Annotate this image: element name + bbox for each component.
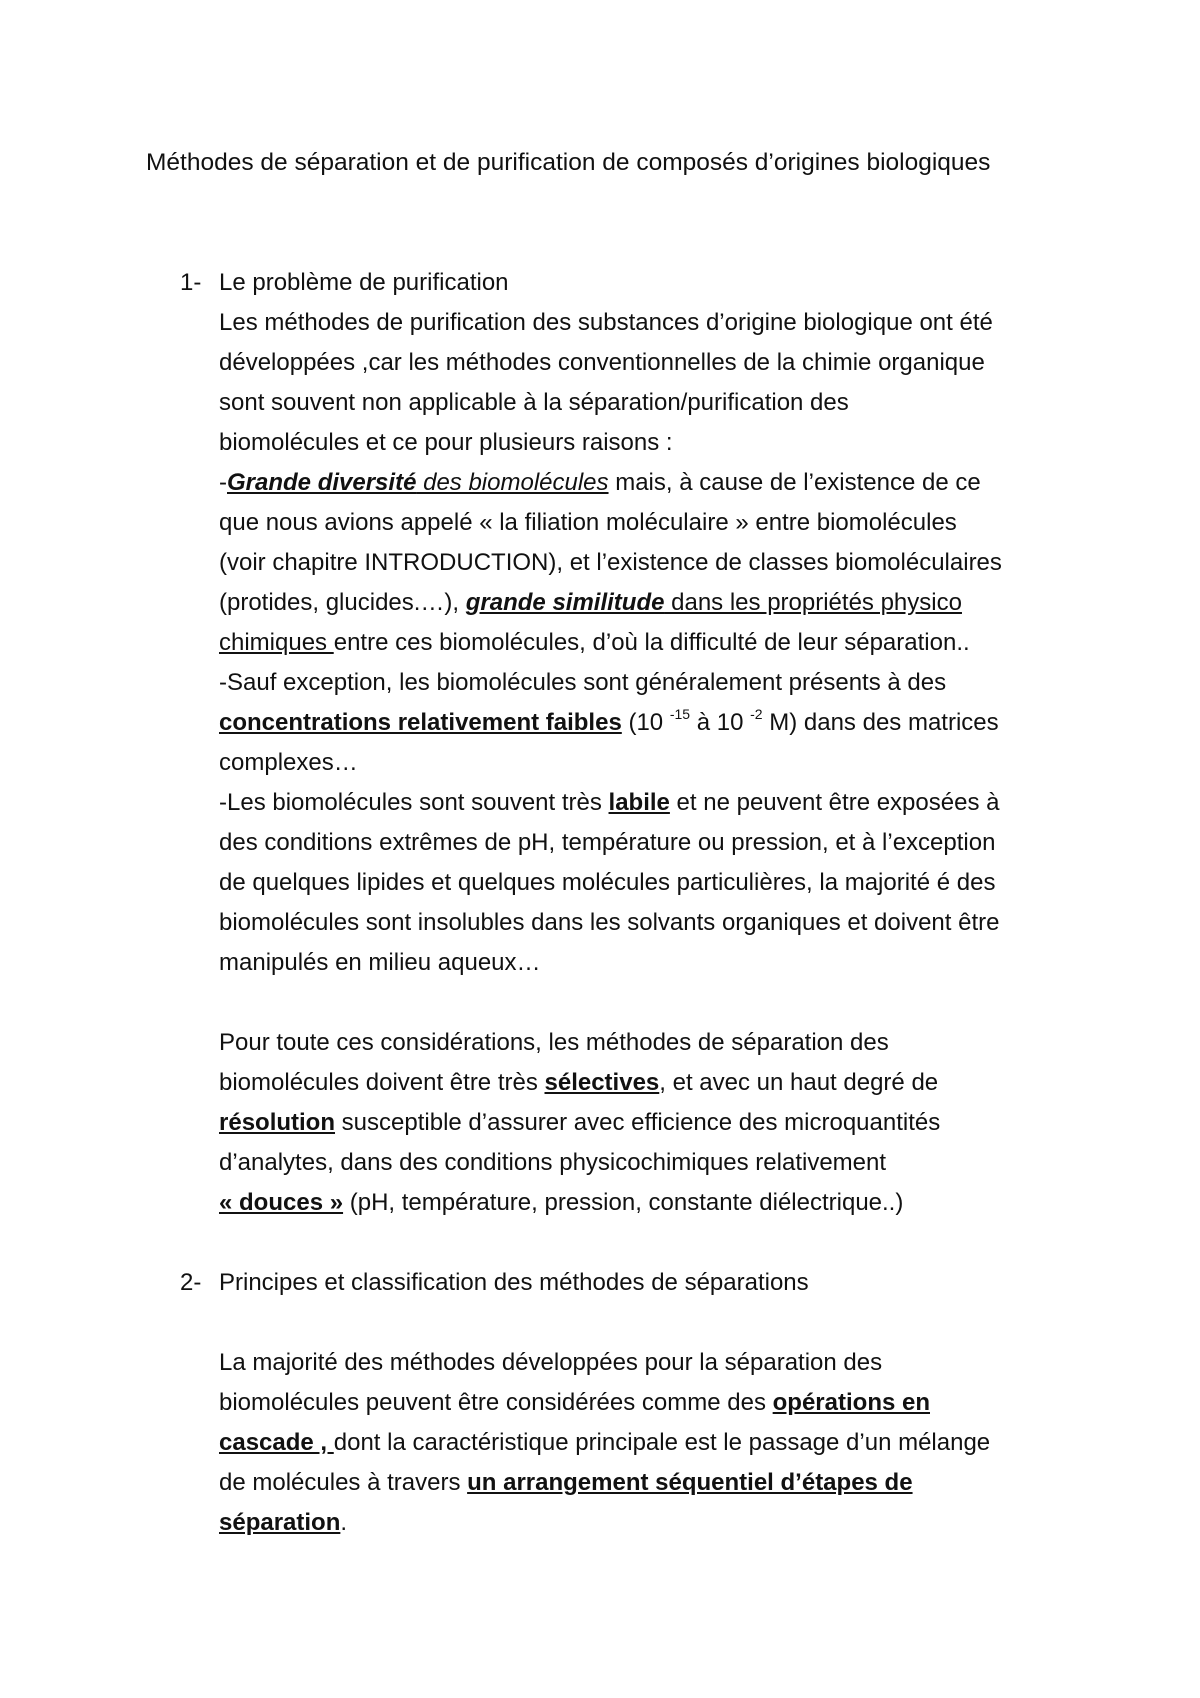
paragraph-line: Pour toute ces considérations, les méthodes de séparation des: [219, 1029, 889, 1056]
emphasis-text: un arrangement séquentiel d’étapes de: [467, 1469, 913, 1496]
paragraph-line: [219, 1503, 1119, 1543]
text-run: biomolécules peuvent être considérées comme des: [219, 1389, 773, 1416]
paragraph-line: (voir chapitre INTRODUCTION), et l’existence de classes biomoléculaires: [219, 549, 1002, 576]
emphasis-text: « douces »: [219, 1189, 344, 1216]
paragraph-line: manipulés en milieu aqueux…: [219, 949, 541, 976]
paragraph-line: [219, 703, 1119, 743]
paragraph-line: biomolécules sont insolubles dans les solvants organiques et doivent être: [219, 909, 1000, 936]
text-run: susceptible d’assurer avec efficience des microquantités: [335, 1109, 941, 1136]
text-run: de molécules à travers: [219, 1469, 468, 1496]
paragraph-line: développées ,car les méthodes conventionnelles de la chimie organique: [219, 349, 985, 376]
text-run: (protides, glucides.…),: [219, 589, 466, 616]
section-2-heading: [180, 1263, 1080, 1303]
text-run: à 10: [690, 709, 751, 736]
emphasis-text: des biomolécules: [416, 469, 609, 496]
paragraph-line: [219, 1383, 1119, 1423]
emphasis-text: séparation: [219, 1509, 341, 1536]
exponent: -2: [750, 706, 763, 722]
paragraph-line: Les méthodes de purification des substances d’origine biologique ont été: [219, 309, 993, 336]
document-title: Méthodes de séparation et de purification de composés d’origines biologiques: [146, 149, 991, 176]
paragraph-line: d’analytes, dans des conditions physicochimiques relativement: [219, 1149, 887, 1176]
exponent: -15: [669, 706, 691, 722]
text-run: mais, à cause de l’existence de ce: [608, 469, 981, 496]
emphasis-text: résolution: [219, 1109, 336, 1136]
text-run: (10: [621, 709, 670, 736]
emphasis-text: Grande diversité: [227, 469, 417, 496]
section-2-number: 2-: [180, 1269, 202, 1296]
paragraph-line: -Sauf exception, les biomolécules sont généralement présents à des: [219, 669, 947, 696]
section-1-number: 1-: [180, 269, 202, 296]
text-run: , et avec un haut degré de: [659, 1069, 939, 1096]
text-run: entre ces biomolécules, d’où la difficulté de leur séparation..: [333, 629, 970, 656]
paragraph-line: [219, 583, 1119, 623]
paragraph-line: [219, 1463, 1119, 1503]
emphasis-text: labile: [608, 789, 670, 816]
emphasis-text: dans les propriétés physico: [664, 589, 962, 616]
paragraph-line: [219, 1423, 1119, 1463]
emphasis-text: concentrations relativement faibles: [219, 709, 622, 736]
paragraph-line: sont souvent non applicable à la séparation/purification des: [219, 389, 849, 416]
emphasis-text: chimiques: [219, 629, 334, 656]
paragraph-line: que nous avions appelé « la filiation moléculaire » entre biomolécules: [219, 509, 957, 536]
paragraph-line: biomolécules et ce pour plusieurs raisons :: [219, 429, 673, 456]
section-1-heading: [180, 263, 1080, 303]
paragraph-line: [219, 783, 1119, 823]
text-run: biomolécules doivent être très: [219, 1069, 545, 1096]
paragraph-line: [219, 463, 1119, 503]
paragraph-line: [219, 1183, 1119, 1223]
text-run: (pH, température, pression, constante diélectrique..): [343, 1189, 904, 1216]
emphasis-text: cascade ,: [219, 1429, 334, 1456]
emphasis-text: sélectives: [544, 1069, 660, 1096]
text-run: -Les biomolécules sont souvent très: [219, 789, 609, 816]
paragraph-line: [219, 1063, 1119, 1103]
text-run: et ne peuvent être exposées à: [669, 789, 1000, 816]
section-1-title: Le problème de purification: [219, 269, 509, 296]
text-run: M) dans des matrices: [762, 709, 999, 736]
section-2-title: Principes et classification des méthodes de séparations: [219, 1269, 809, 1296]
text-run: .: [340, 1509, 348, 1536]
paragraph-line: de quelques lipides et quelques molécules particulières, la majorité é des: [219, 869, 996, 896]
text-run: -: [219, 469, 227, 496]
emphasis-text: opérations en: [772, 1389, 930, 1416]
paragraph-line: complexes…: [219, 749, 358, 776]
paragraph-line: La majorité des méthodes développées pour la séparation des: [219, 1349, 883, 1376]
paragraph-line: [219, 623, 1119, 663]
text-run: dont la caractéristique principale est le passage d’un mélange: [333, 1429, 991, 1456]
paragraph-line: [219, 1103, 1119, 1143]
emphasis-text: grande similitude: [465, 589, 665, 616]
paragraph-line: des conditions extrêmes de pH, température ou pression, et à l’exception: [219, 829, 996, 856]
